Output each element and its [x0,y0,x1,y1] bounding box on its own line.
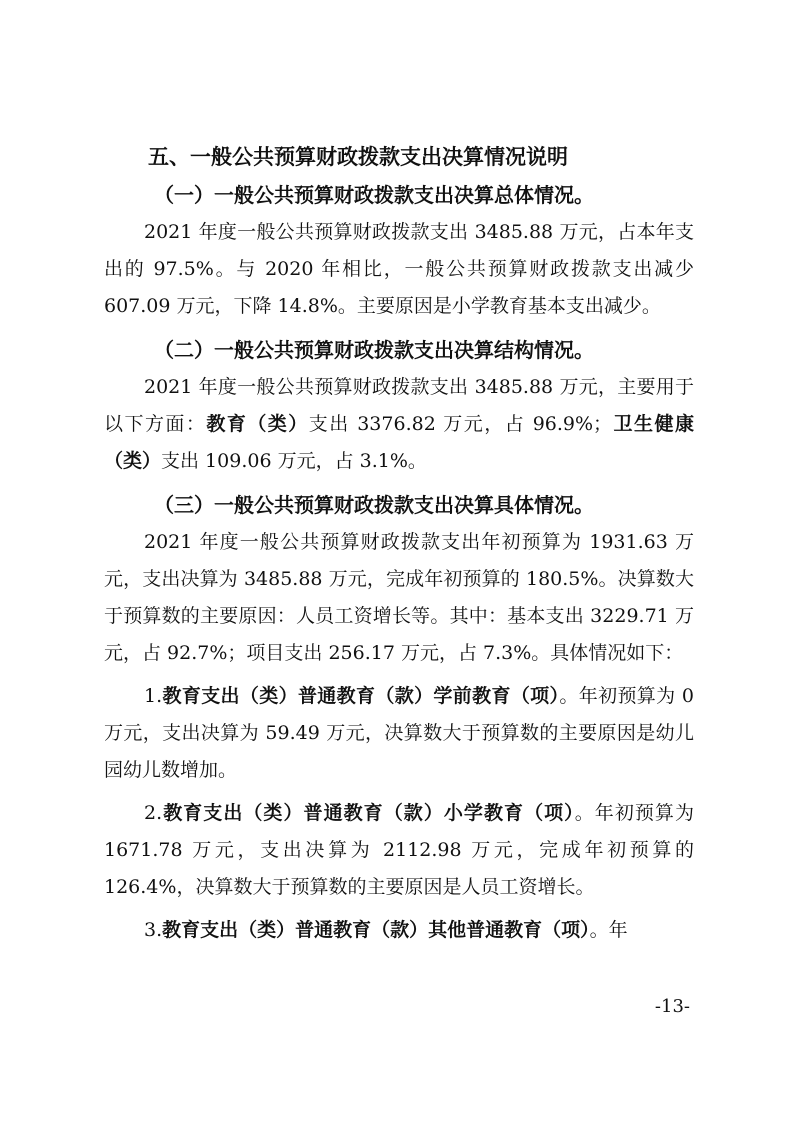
subsection-title-2: （二）一般公共预算财政拨款支出决算结构情况。 [154,338,594,362]
paragraph-overall: 2021 年度一般公共预算财政拨款支出 3485.88 万元，占本年支出的 97.5%。与 2020 年相比，一般公共预算财政拨款支出减少 607.09 万元，下降 14.8%。主要原因是小学教育基本支出减少。 [104,221,694,317]
item-title: 教育支出（类）普通教育（款）其他普通教育（项） [162,919,590,941]
item-text: 。年初预算为 1671.78 万元，支出决算为 2112.98 万元，完成年初预算的 126.4%，决算数大于预算数的主要原因是人员工资增长。 [104,802,694,898]
paragraph-details: 2021 年度一般公共预算财政拨款支出年初预算为 1931.63 万元，支出决算为 3485.88 万元，完成年初预算的 180.5%。决算数大于预算数的主要原因：人员工资增长等。其中：基本支出 3229.71 万元，占 92.7%；项目支出 256.17 万元，占 7.3%。具体情况如下： [104,531,694,664]
page-number: -13- [654,996,690,1017]
item-number: 2. [144,802,163,824]
item-title: 教育支出（类）普通教育（款）小学教育（项） [162,802,575,824]
item-text: 。年初预算为 0 万元，支出决算为 59.49 万元，决算数大于预算数的主要原因是幼儿园幼儿数增加。 [104,685,694,781]
structure-text-a: 2021 年度一般公共预算财政拨款支出 3485.88 万元，主要用于以下方面： [104,376,694,435]
structure-text-c: 支出 109.06 万元，占 3.1%。 [161,450,427,472]
item-1 [104,678,694,789]
item-2 [104,795,694,906]
subsection-title-3: （三）一般公共预算财政拨款支出决算具体情况。 [154,493,594,517]
item-title: 教育支出（类）普通教育（款）学前教育（项） [162,685,560,707]
item-number: 1. [144,685,163,707]
item-3 [104,912,694,949]
subsection-title-1: （一）一般公共预算财政拨款支出决算总体情况。 [154,183,594,207]
section-title: 五、一般公共预算财政拨款支出决算情况说明 [148,145,568,169]
structure-bold-health: 卫生健康（类） [104,413,694,472]
item-text: 。年 [589,919,628,941]
paragraph-structure [104,369,694,480]
document-body [104,138,694,955]
item-number: 3. [144,919,163,941]
structure-bold-education: 教育（类） [206,413,309,435]
structure-text-b: 支出 3376.82 万元，占 96.9%； [308,413,613,435]
